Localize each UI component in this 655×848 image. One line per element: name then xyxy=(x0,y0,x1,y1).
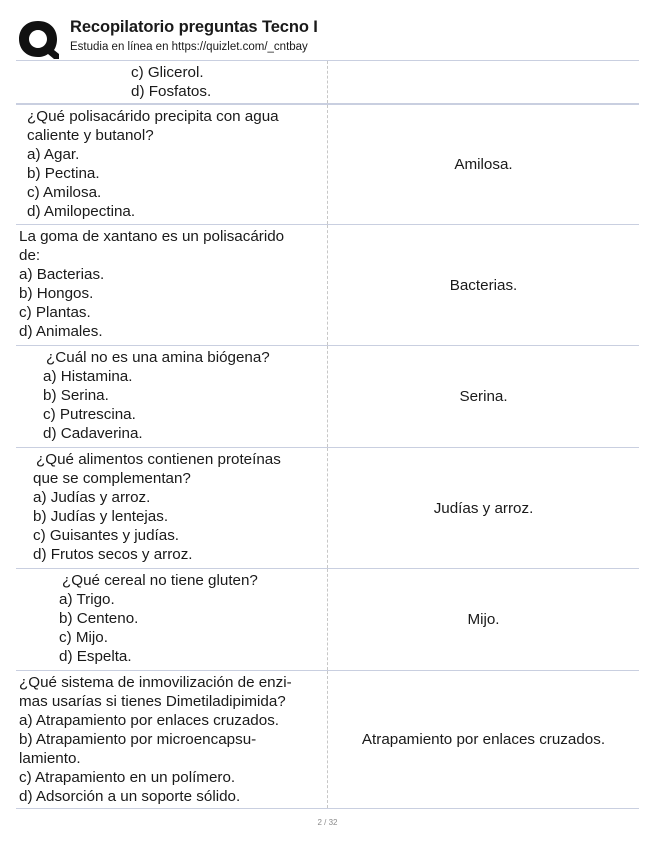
document-subtitle: Estudia en línea en https://quizlet.com/_cntbay xyxy=(70,41,308,53)
question-line: a) Agar. xyxy=(27,146,80,163)
flashcard-row xyxy=(16,61,639,105)
question-line: c) Putrescina. xyxy=(43,406,136,423)
flashcard-row xyxy=(16,105,639,225)
question-line: ¿Qué polisacárido precipita con agua xyxy=(27,108,279,125)
question-line: a) Judías y arroz. xyxy=(33,489,151,506)
question-line: a) Trigo. xyxy=(59,591,115,608)
flashcard-row xyxy=(16,346,639,448)
flashcard-row xyxy=(16,448,639,569)
flashcard-row xyxy=(16,671,639,809)
question-line: c) Mijo. xyxy=(59,629,108,646)
question-cell xyxy=(16,61,328,103)
question-line: lamiento. xyxy=(19,750,81,767)
question-line: mas usarías si tienes Dimetiladipimida? xyxy=(19,693,286,710)
question-line: d) Animales. xyxy=(19,323,103,340)
question-line: d) Espelta. xyxy=(59,648,132,665)
question-line: a) Histamina. xyxy=(43,368,133,385)
page-number: 2 / 32 xyxy=(317,818,338,827)
question-line: c) Atrapamiento en un polímero. xyxy=(19,769,236,786)
question-line: b) Hongos. xyxy=(19,285,94,302)
question-line: ¿Qué alimentos contienen proteínas xyxy=(36,451,281,468)
question-line: La goma de xantano es un polisacárido xyxy=(19,228,285,245)
question-line: caliente y butanol? xyxy=(27,127,154,144)
question-cell xyxy=(16,105,328,224)
flashcard-row xyxy=(16,569,639,671)
question-cell xyxy=(16,569,328,670)
question-line: a) Atrapamiento por enlaces cruzados. xyxy=(19,712,280,729)
question-line: b) Pectina. xyxy=(27,165,100,182)
question-line: ¿Qué cereal no tiene gluten? xyxy=(62,572,258,589)
answer-cell: Mijo. xyxy=(467,611,500,628)
question-line: ¿Qué sistema de inmovilización de enzi- xyxy=(19,674,292,691)
question-line: ¿Cuál no es una amina biógena? xyxy=(46,349,270,366)
question-line: c) Amilosa. xyxy=(27,184,102,201)
question-cell xyxy=(16,225,328,345)
page-header xyxy=(16,16,636,60)
question-line: d) Amilopectina. xyxy=(27,203,136,220)
answer-cell: Bacterias. xyxy=(449,276,518,294)
question-line: d) Fosfatos. xyxy=(131,83,212,100)
answer-cell xyxy=(328,61,639,103)
question-line: d) Adsorción a un soporte sólido. xyxy=(19,788,241,805)
question-line: de: xyxy=(19,247,41,264)
question-line: c) Plantas. xyxy=(19,304,91,321)
question-line: c) Guisantes y judías. xyxy=(33,527,180,544)
answer-cell: Serina. xyxy=(459,388,508,405)
question-line: b) Centeno. xyxy=(59,610,139,627)
question-line: c) Glicerol. xyxy=(131,64,204,81)
flashcard-row xyxy=(16,225,639,346)
answer-cell: Judías y arroz. xyxy=(433,499,534,517)
document-title: Recopilatorio preguntas Tecno I xyxy=(70,18,318,36)
question-cell xyxy=(16,671,328,808)
question-line: que se complementan? xyxy=(33,470,191,487)
question-line: b) Atrapamiento por microencapsu- xyxy=(19,731,257,748)
question-line: b) Judías y lentejas. xyxy=(33,508,169,525)
quizlet-logo-icon xyxy=(16,18,60,60)
answer-cell: Atrapamiento por enlaces cruzados. xyxy=(361,731,606,748)
question-cell xyxy=(16,346,328,447)
question-cell xyxy=(16,448,328,568)
flashcard-table xyxy=(16,60,639,809)
question-line: a) Bacterias. xyxy=(19,266,105,283)
answer-cell: Amilosa. xyxy=(454,156,513,173)
question-line: d) Frutos secos y arroz. xyxy=(33,546,193,563)
question-line: d) Cadaverina. xyxy=(43,425,143,442)
question-line: b) Serina. xyxy=(43,387,109,404)
